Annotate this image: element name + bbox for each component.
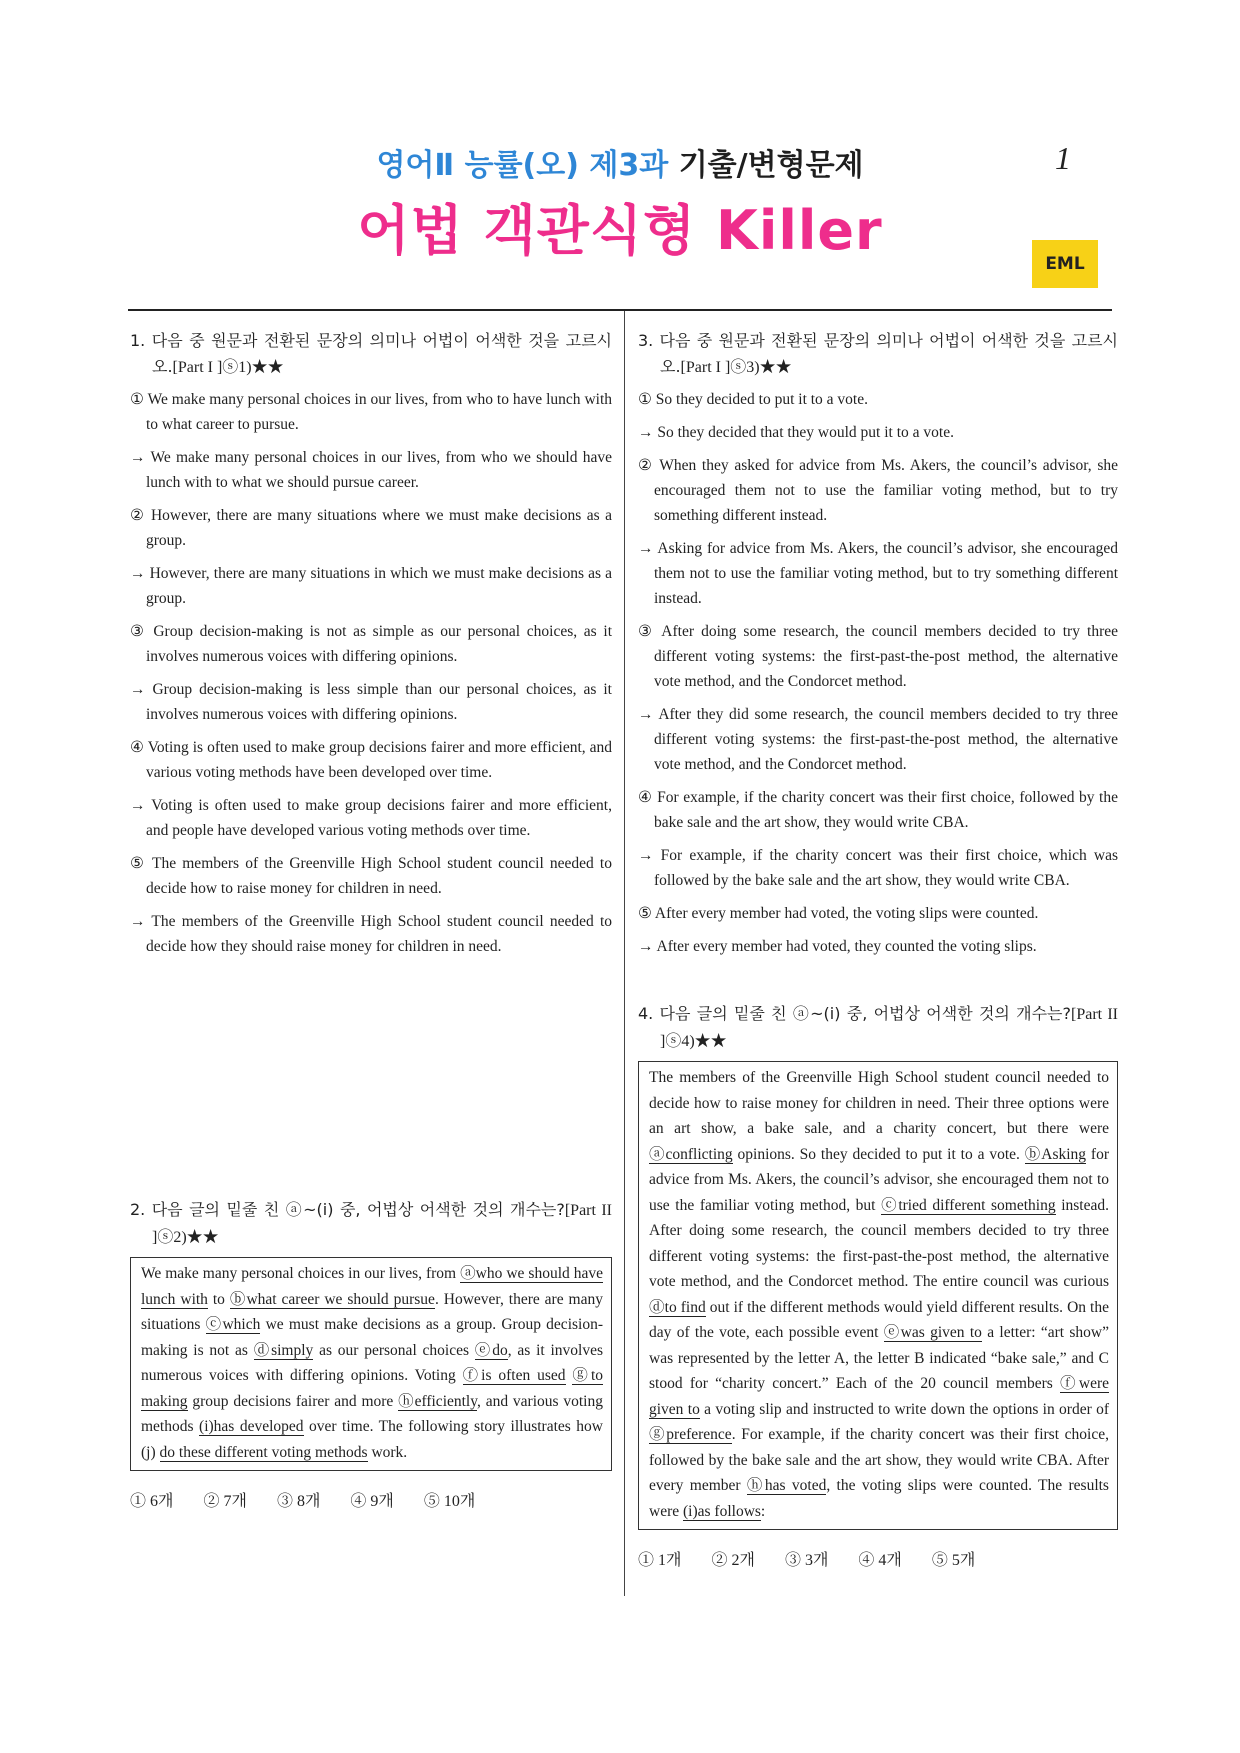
answer-choice[interactable]: ① 6개 [130,1493,174,1510]
underlined-segment: ⓖto making [141,1367,603,1410]
passage-text: over time. The following story illustrates how (j) [141,1418,603,1461]
passage-text: a voting slip and instructed to write down the options in order of [699,1400,1109,1418]
passage-text: a letter: “art show” was represented by the letter A, the letter B indicated “bake sale,” and C stood for “charity concert.” Each of the 20 council members [649,1324,1109,1392]
left-column [130,328,612,1514]
underlined-segment: ⓕis often used [462,1367,566,1384]
option-item: → So they decided that they would put it to a vote. [638,424,954,441]
question-3-stem: 3. 다음 중 원문과 전환된 문장의 의미나 어법이 어색한 것을 고르시오.[Part I ]ⓢ3)★★ [638,331,1118,376]
question-4-passage-box [638,1061,1118,1530]
answer-choice[interactable]: ② 2개 [711,1552,755,1569]
passage-text: work. [367,1443,408,1461]
passage-text: . However, there are many situations [141,1290,603,1333]
right-column [638,328,1118,1573]
option-item: → Voting is often used to make group decisions fairer and more efficient, and people have developed various voting methods over time. [130,797,612,839]
option-item: ① We make many personal choices in our lives, from who to have lunch with to what career to pursue. [130,391,612,433]
underlined-segment: ⓑwhat career we should pursue [229,1290,435,1308]
underlined-segment: ⓔwas given to [883,1324,982,1341]
underlined-segment: ⓕwere given to [649,1375,1109,1418]
passage-text: The members of the Greenville High School student council needed to decide how to raise money for children in need. Their three options were an art show, a bake sale, and a charity concert, but there were [649,1069,1109,1137]
passage-text: as our personal choices [313,1341,475,1359]
underlined-segment: ⓐconflicting [649,1145,733,1163]
option-item: ③ Group decision-making is not as simple as our personal choices, as it involves numerous voices with differing opinions. [130,623,612,665]
question-4-choices [638,1548,1118,1573]
option-item: → After they did some research, the council members decided to try three different voting systems: the first-past-the-post method, the alternative vote method, and the Condorcet method. [638,706,1118,773]
answer-choice[interactable]: ⑤ 5개 [931,1552,976,1569]
passage-text: instead. After doing some research, the council members decided to try three different voting systems: the first-past-the-post method, the alternative vote method, and the Condorcet method. The entire council was curious [649,1196,1109,1290]
passage-text: . For example, if the charity concert was their first choice, followed by the bake sale and the art show, they would write CBA. After every member [649,1426,1109,1494]
option-item: → Asking for advice from Ms. Akers, the council’s advisor, she encouraged them not to use the familiar voting method, but to try something different instead. [638,540,1118,607]
option-item: → We make many personal choices in our lives, from who we should have lunch with to what we should pursue career. [130,449,612,491]
underlined-segment: ⓖpreference [649,1426,732,1443]
option-item: ③ After doing some research, the council members decided to try three different voting systems: the first-past-the-post method, the alternative vote method, and the Condorcet method. [638,623,1118,690]
page-header-title [0,140,1240,184]
option-item: ② When they asked for advice from Ms. Akers, the council’s advisor, she encouraged them not to use the familiar voting method, but to try something different instead. [638,457,1118,524]
underlined-segment: ⓔdo [474,1341,508,1359]
underlined-segment: ⓗefficiently [398,1392,477,1410]
question-1-options [130,387,612,959]
passage-text: we must make decisions as a group. Group decision-making is not as [141,1316,603,1359]
underlined-segment: ⓓto find [649,1298,706,1316]
option-item: ⑤ The members of the Greenville High School student council needed to decide how to raise money for children in need. [130,855,612,897]
underlined-segment: ⓒtried different something [881,1196,1056,1214]
underlined-segment: ⓓsimply [253,1341,314,1359]
passage-text: out if the different methods would yield different results. On the day of the vote, each possible event [649,1298,1109,1341]
underlined-segment: ⓗhas voted [746,1477,827,1494]
underlined-segment: ⓐwho we should have lunch with [141,1265,603,1308]
eml-badge: EML [1032,240,1098,288]
passage-text: : [760,1502,766,1520]
option-item: → However, there are many situations in which we must make decisions as a group. [130,565,612,607]
answer-choice[interactable]: ③ 8개 [276,1493,321,1510]
option-item: → The members of the Greenville High School student council needed to decide how they should raise money for children in need. [130,913,612,955]
header-divider [128,309,1112,311]
course-title: 영어Ⅱ 능률(오) 제3과 [376,148,669,183]
option-item: → Group decision-making is less simple than our personal choices, as it involves numerous voices with differing opinions. [130,681,612,723]
option-item: ④ For example, if the charity concert was their first choice, followed by the bake sale and the art show, they would write CBA. [638,789,1118,831]
section-title: 기출/변형문제 [678,148,864,183]
option-item: → After every member had voted, they counted the voting slips. [638,938,1037,955]
option-item: ① So they decided to put it to a vote. [638,391,868,408]
passage-text: opinions. So they decided to put it to a vote. [732,1145,1025,1163]
option-item: ④ Voting is often used to make group decisions fairer and more efficient, and various voting methods have been developed over time. [130,739,612,781]
page-number: 1 [1055,140,1071,176]
underlined-segment: (i)as follows [683,1502,761,1520]
option-item: → For example, if the charity concert was their first choice, which was followed by the bake sale and the art show, they would write CBA. [638,847,1118,889]
worksheet-subtitle: 어법 객관식형 Killer [357,199,883,262]
passage-text: We make many personal choices in our lives, from [141,1265,461,1282]
column-divider [624,311,625,1596]
question-2-passage-box [130,1257,612,1471]
answer-choice[interactable]: ④ 4개 [858,1552,902,1569]
question-4-stem: 4. 다음 글의 밑줄 친 ⓐ~(i) 중, 어법상 어색한 것의 개수는?[Part II ]ⓢ4)★★ [638,1004,1118,1050]
question-3-options [638,387,1118,959]
passage-text: , and various voting methods [141,1392,603,1435]
answer-choice[interactable]: ④ 9개 [350,1493,394,1510]
question-2-choices [130,1489,612,1514]
question-1-stem: 1. 다음 중 원문과 전환된 문장의 의미나 어법이 어색한 것을 고르시오.[Part I ]ⓢ1)★★ [130,331,612,376]
passage-text: group decisions fairer and more [187,1392,399,1410]
passage-text: , as it involves numerous voices with differing opinions. Voting [141,1341,603,1384]
option-item: ⑤ After every member had voted, the voting slips were counted. [638,905,1039,922]
passage-text: to [207,1290,230,1308]
answer-choice[interactable]: ① 1개 [638,1552,682,1569]
answer-choice[interactable]: ③ 3개 [784,1552,829,1569]
option-item: ② However, there are many situations where we must make decisions as a group. [130,507,612,549]
underlined-segment: ⓒwhich [205,1316,261,1333]
passage-text: for advice from Ms. Akers, the council’s advisor, she encouraged them not to use the familiar voting method, but [649,1145,1109,1214]
underlined-segment: (i)has developed [199,1418,304,1435]
underlined-segment: do these different voting methods [159,1443,368,1461]
underlined-segment: ⓑAsking [1024,1145,1087,1163]
answer-choice[interactable]: ⑤ 10개 [423,1493,476,1510]
passage-text: , the voting slips were counted. The results were [649,1477,1109,1520]
question-2-stem: 2. 다음 글의 밑줄 친 ⓐ~(i) 중, 어법상 어색한 것의 개수는?[Part II ]ⓢ2)★★ [130,1200,612,1246]
answer-choice[interactable]: ② 7개 [203,1493,247,1510]
